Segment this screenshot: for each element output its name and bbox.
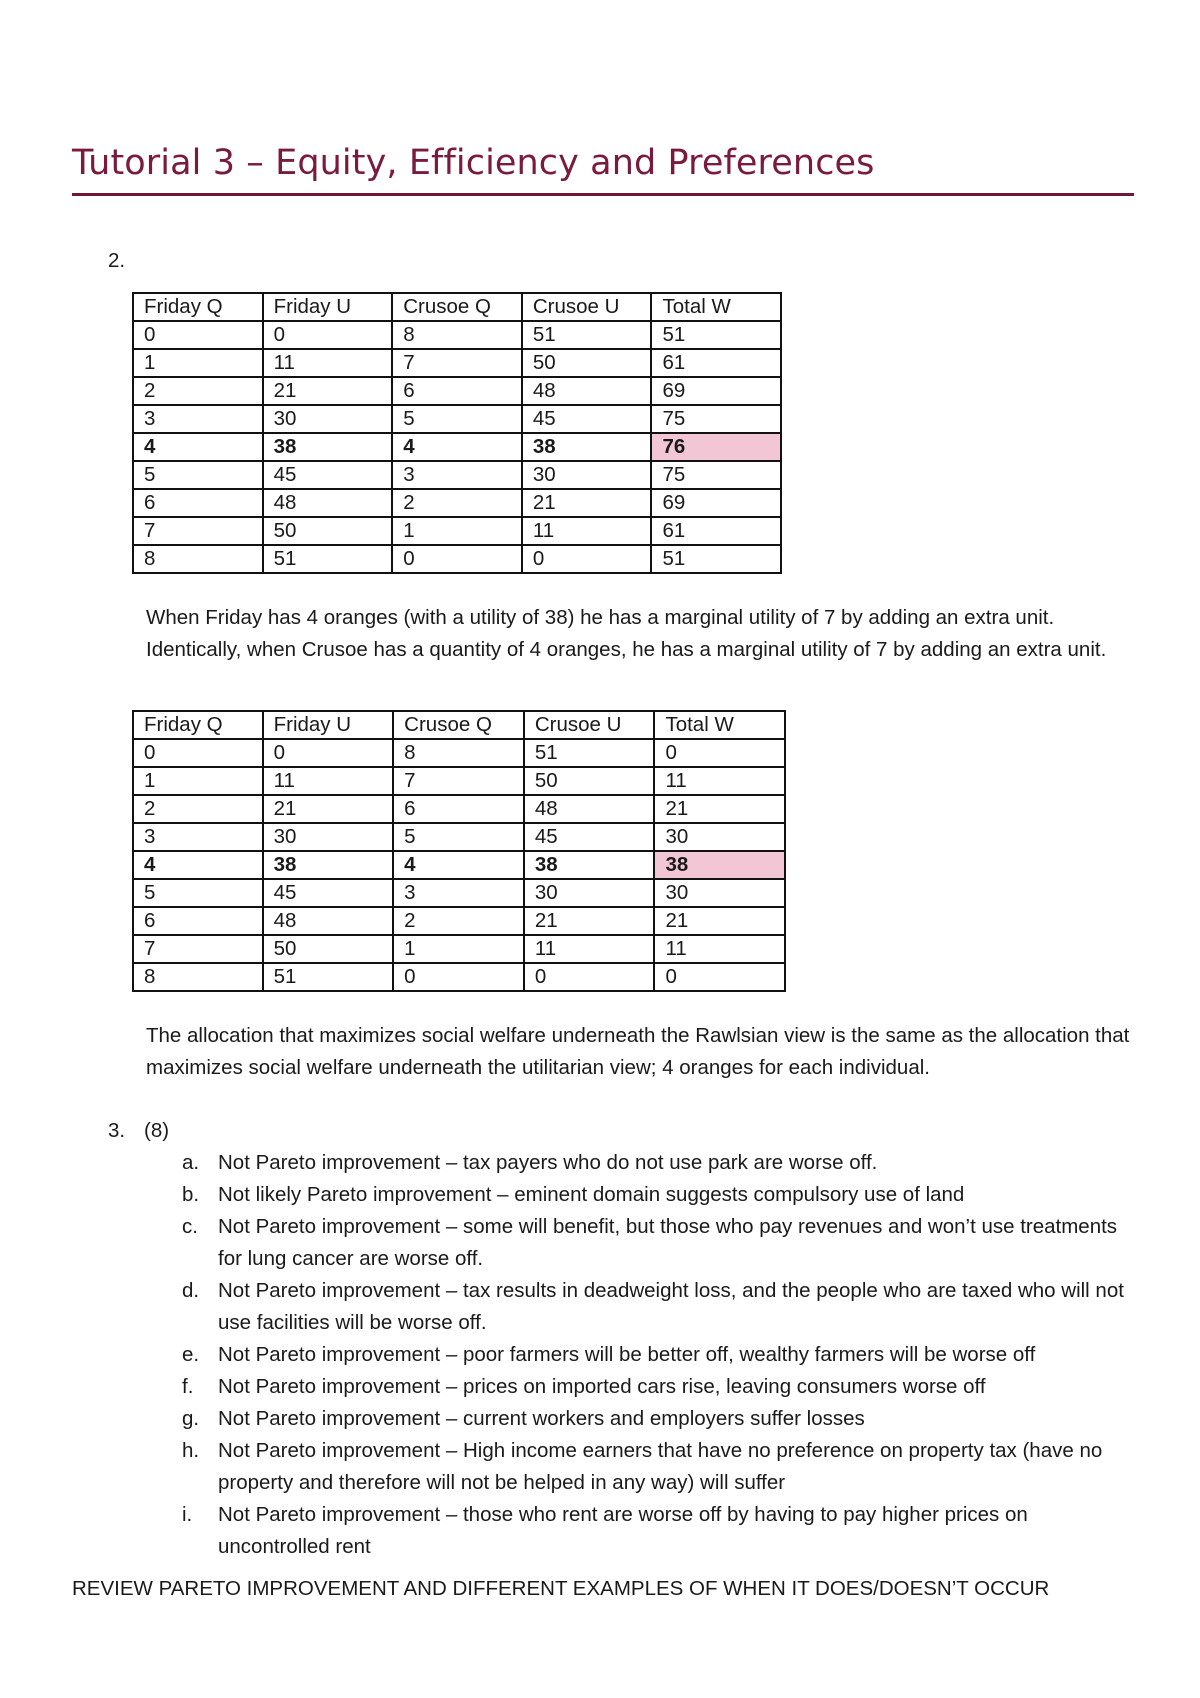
table-cell: 8 (133, 963, 263, 991)
list-item-marker: h. (182, 1439, 200, 1462)
table-cell: 11 (654, 935, 785, 963)
table-row (133, 349, 781, 377)
table-row (133, 767, 785, 795)
list-item-marker: g. (182, 1407, 200, 1430)
review-note: REVIEW PARETO IMPROVEMENT AND DIFFERENT EXAMPLES OF WHEN IT DOES/DOESN’T OCCUR (72, 1577, 1050, 1600)
table-cell: 3 (133, 823, 263, 851)
list-item-marker: b. (182, 1183, 200, 1206)
table-row (133, 963, 785, 991)
table-cell: 21 (654, 795, 785, 823)
table-cell: 50 (522, 349, 652, 377)
question-3-marks: (8) (144, 1119, 170, 1142)
table-cell: 0 (133, 321, 263, 349)
table-cell: 2 (133, 795, 263, 823)
max-welfare-cell: 38 (654, 851, 785, 879)
table-cell: 8 (393, 739, 524, 767)
rawlsian-conclusion-note: The allocation that maximizes social welfare underneath the Rawlsian view is the same as the allocation that maximizes social welfare underneath the utilitarian view; 4 oranges for each individual. (146, 1024, 1130, 1079)
table-header-row (133, 711, 785, 739)
table-cell: 0 (263, 739, 394, 767)
list-item-marker: d. (182, 1279, 200, 1302)
table-cell: 69 (651, 489, 781, 517)
table-cell: 48 (263, 907, 394, 935)
table-cell: 21 (522, 489, 652, 517)
table-cell: 50 (263, 517, 393, 545)
table-row (133, 377, 781, 405)
table-cell: 1 (393, 935, 524, 963)
table-cell: 6 (133, 907, 263, 935)
table-cell: 30 (654, 823, 785, 851)
column-header: Friday U (263, 711, 394, 739)
table-cell: 0 (263, 321, 393, 349)
list-item-text: Not Pareto improvement – prices on imported cars rise, leaving consumers worse off (218, 1375, 986, 1398)
list-item-text: Not Pareto improvement – poor farmers will be better off, wealthy farmers will be worse off (218, 1343, 1036, 1366)
table-row (133, 517, 781, 545)
list-item (182, 1147, 1137, 1179)
table-cell: 51 (651, 321, 781, 349)
table-row (133, 851, 785, 879)
table-cell: 50 (263, 935, 394, 963)
table-cell: 69 (651, 377, 781, 405)
table-row (133, 461, 781, 489)
column-header: Crusoe U (524, 711, 655, 739)
table-row (133, 321, 781, 349)
table-cell: 0 (654, 963, 785, 991)
table-cell: 38 (263, 851, 394, 879)
table-cell: 38 (522, 433, 652, 461)
column-header: Crusoe U (522, 293, 652, 321)
table-cell: 6 (133, 489, 263, 517)
rawlsian-welfare-table (132, 710, 786, 992)
table-cell: 7 (393, 767, 524, 795)
table-cell: 2 (392, 489, 522, 517)
table-cell: 61 (651, 517, 781, 545)
list-item-marker: i. (182, 1503, 193, 1526)
table-row (133, 823, 785, 851)
list-item (182, 1435, 1137, 1499)
table-row (133, 935, 785, 963)
table-cell: 5 (133, 879, 263, 907)
table-cell: 4 (392, 433, 522, 461)
list-item (182, 1179, 1137, 1211)
page-title: Tutorial 3 – Equity, Efficiency and Preferences (72, 143, 875, 184)
list-item-text: Not Pareto improvement – High income earners that have no preference on property tax (have no property and therefore will not be helped in any way) will suffer (218, 1439, 1103, 1494)
table-cell: 3 (392, 461, 522, 489)
list-item-text: Not Pareto improvement – some will benefit, but those who pay revenues and won’t use treatments for lung cancer are worse off. (218, 1215, 1118, 1270)
list-item (182, 1275, 1137, 1339)
table-row (133, 907, 785, 935)
list-item-text: Not Pareto improvement – tax results in deadweight loss, and the people who are taxed who will not use facilities will be worse off. (218, 1279, 1124, 1334)
column-header: Friday Q (133, 711, 263, 739)
table-cell: 7 (133, 517, 263, 545)
table-cell: 11 (263, 349, 393, 377)
list-item (182, 1339, 1137, 1371)
list-item-text: Not Pareto improvement – tax payers who do not use park are worse off. (218, 1151, 878, 1174)
table-cell: 21 (263, 377, 393, 405)
list-item-marker: e. (182, 1343, 200, 1366)
table-cell: 3 (393, 879, 524, 907)
table-cell: 2 (393, 907, 524, 935)
table-cell: 30 (263, 405, 393, 433)
table-row (133, 545, 781, 573)
table-cell: 1 (392, 517, 522, 545)
table-cell: 48 (522, 377, 652, 405)
list-item-text: Not likely Pareto improvement – eminent domain suggests compulsory use of land (218, 1183, 965, 1206)
question-3-heading (108, 1115, 170, 1147)
table-cell: 50 (524, 767, 655, 795)
list-item (182, 1403, 1137, 1435)
table-cell: 6 (393, 795, 524, 823)
table-cell: 11 (524, 935, 655, 963)
table-cell: 51 (263, 963, 394, 991)
table-row (133, 739, 785, 767)
table-cell: 6 (392, 377, 522, 405)
table-cell: 4 (133, 851, 263, 879)
column-header: Crusoe Q (393, 711, 524, 739)
table-cell: 3 (133, 405, 263, 433)
table-cell: 51 (651, 545, 781, 573)
question-3-number: 3. (108, 1119, 126, 1142)
table-cell: 45 (524, 823, 655, 851)
list-item (182, 1371, 1137, 1403)
table-cell: 75 (651, 405, 781, 433)
list-item-marker: a. (182, 1151, 200, 1174)
table-cell: 48 (524, 795, 655, 823)
table-header-row (133, 293, 781, 321)
table-cell: 5 (392, 405, 522, 433)
table-row (133, 879, 785, 907)
list-item-text: Not Pareto improvement – those who rent are worse off by having to pay higher prices on uncontrolled rent (218, 1503, 1028, 1558)
table-row (133, 433, 781, 461)
title-divider (72, 193, 1134, 196)
table-cell: 0 (393, 963, 524, 991)
table-cell: 45 (263, 879, 394, 907)
table-cell: 21 (654, 907, 785, 935)
table-cell: 1 (133, 349, 263, 377)
list-item-marker: f. (182, 1375, 194, 1398)
table-cell: 5 (133, 461, 263, 489)
utilitarian-welfare-table (132, 292, 782, 574)
table-cell: 1 (133, 767, 263, 795)
table-cell: 4 (393, 851, 524, 879)
table-cell: 4 (133, 433, 263, 461)
table-cell: 75 (651, 461, 781, 489)
table-row (133, 489, 781, 517)
table-cell: 7 (133, 935, 263, 963)
table-cell: 11 (654, 767, 785, 795)
table-cell: 11 (263, 767, 394, 795)
max-welfare-cell: 76 (651, 433, 781, 461)
table-cell: 38 (524, 851, 655, 879)
table-cell: 51 (522, 321, 652, 349)
table-cell: 51 (524, 739, 655, 767)
table-cell: 0 (133, 739, 263, 767)
column-header: Friday U (263, 293, 393, 321)
column-header: Total W (654, 711, 785, 739)
table-cell: 7 (392, 349, 522, 377)
column-header: Friday Q (133, 293, 263, 321)
table-cell: 30 (654, 879, 785, 907)
table-row (133, 795, 785, 823)
table-row (133, 405, 781, 433)
list-item (182, 1499, 1137, 1563)
table-cell: 21 (263, 795, 394, 823)
table-cell: 0 (392, 545, 522, 573)
table-cell: 21 (524, 907, 655, 935)
marginal-utility-note: When Friday has 4 oranges (with a utility of 38) he has a marginal utility of 7 by adding an extra unit. Identically, when Crusoe has a quantity of 4 oranges, he has a marginal utility of 7 by adding an extra unit. (146, 606, 1107, 661)
column-header: Total W (651, 293, 781, 321)
list-item-text: Not Pareto improvement – current workers and employers suffer losses (218, 1407, 865, 1430)
table-cell: 0 (654, 739, 785, 767)
table-cell: 45 (522, 405, 652, 433)
table-cell: 38 (263, 433, 393, 461)
table-cell: 0 (522, 545, 652, 573)
table-cell: 11 (522, 517, 652, 545)
column-header: Crusoe Q (392, 293, 522, 321)
list-item (182, 1211, 1137, 1275)
table-cell: 30 (263, 823, 394, 851)
table-cell: 51 (263, 545, 393, 573)
question-2-number: 2. (108, 249, 126, 272)
table-cell: 8 (133, 545, 263, 573)
table-cell: 0 (524, 963, 655, 991)
pareto-answers-list (182, 1147, 1137, 1563)
list-item-marker: c. (182, 1215, 198, 1238)
table-cell: 2 (133, 377, 263, 405)
table-cell: 30 (524, 879, 655, 907)
table-cell: 48 (263, 489, 393, 517)
table-cell: 30 (522, 461, 652, 489)
table-cell: 5 (393, 823, 524, 851)
table-cell: 8 (392, 321, 522, 349)
table-cell: 45 (263, 461, 393, 489)
table-cell: 61 (651, 349, 781, 377)
